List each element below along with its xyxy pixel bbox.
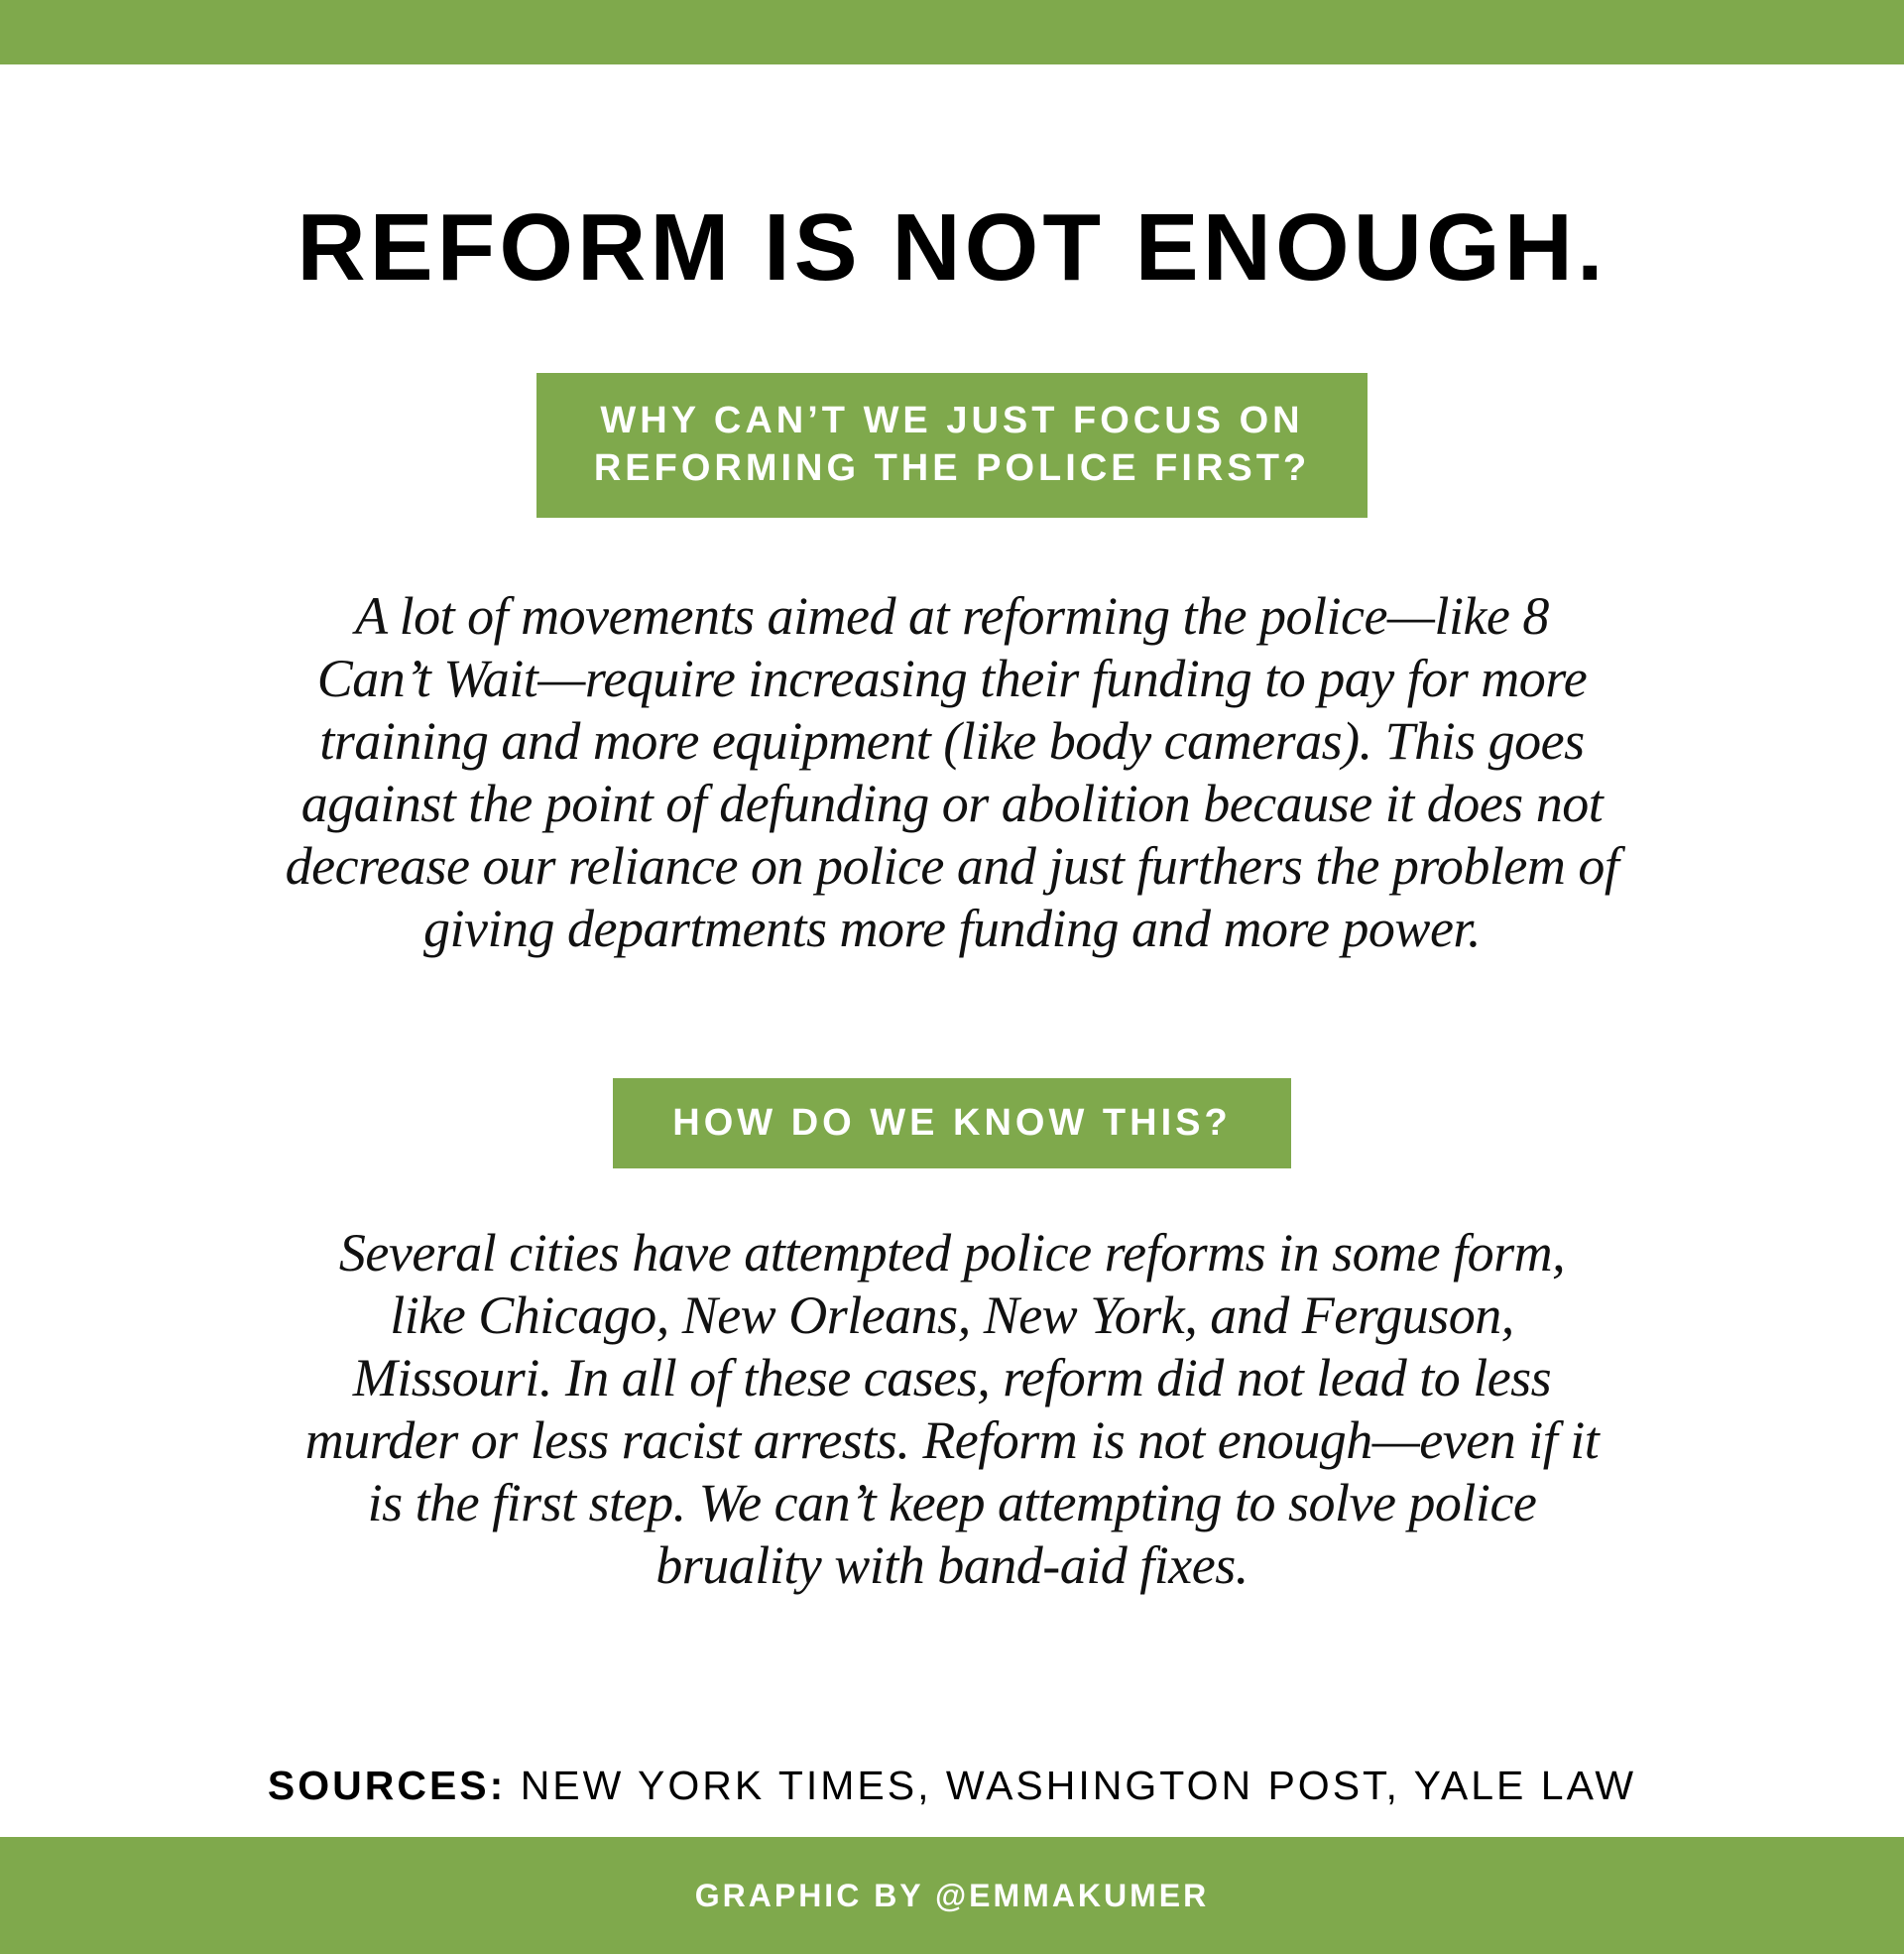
- top-accent-bar: [0, 0, 1904, 64]
- sources-list: NEW YORK TIMES, WASHINGTON POST, YALE LAW: [506, 1763, 1637, 1808]
- paragraph-line: training and more equipment (like body cameras). This goes: [319, 711, 1585, 771]
- question-label-line-2: REFORMING THE POLICE FIRST?: [593, 447, 1311, 489]
- question-label-how-do-we-know: HOW DO WE KNOW THIS?: [613, 1078, 1291, 1168]
- question-label-line-1: WHY CAN’T WE JUST FOCUS ON: [600, 400, 1304, 441]
- graphic-credit: GRAPHIC BY @EMMAKUMER: [694, 1878, 1210, 1913]
- paragraph-line: like Chicago, New Orleans, New York, and Ferguson,: [390, 1285, 1514, 1345]
- paragraph-line: against the point of defunding or abolition because it does not: [300, 774, 1604, 833]
- paragraph-line: murder or less racist arrests. Reform is not enough—even if it: [304, 1410, 1600, 1470]
- paragraph-line: Several cities have attempted police reforms in some form,: [338, 1223, 1566, 1282]
- page-title: REFORM IS NOT ENOUGH.: [297, 194, 1607, 301]
- paragraph-line: Missouri. In all of these cases, reform did not lead to less: [352, 1348, 1552, 1407]
- evidence-paragraph: [159, 1222, 1745, 1597]
- question-label-reform-first: [536, 373, 1368, 518]
- paragraph-line: is the first step. We can’t keep attempting to solve police: [367, 1473, 1537, 1532]
- sources-line: [0, 1758, 1904, 1813]
- sources-label: SOURCES:: [267, 1763, 507, 1808]
- paragraph-line: giving departments more funding and more power.: [423, 899, 1481, 958]
- paragraph-line: bruality with band-aid fixes.: [655, 1535, 1249, 1595]
- reform-explanation-paragraph: [159, 585, 1745, 960]
- paragraph-line: A lot of movements aimed at reforming the police—like 8: [355, 586, 1549, 646]
- bottom-accent-bar: [0, 1837, 1904, 1954]
- paragraph-line: Can’t Wait—require increasing their funding to pay for more: [316, 649, 1588, 708]
- paragraph-line: decrease our reliance on police and just furthers the problem of: [285, 836, 1619, 896]
